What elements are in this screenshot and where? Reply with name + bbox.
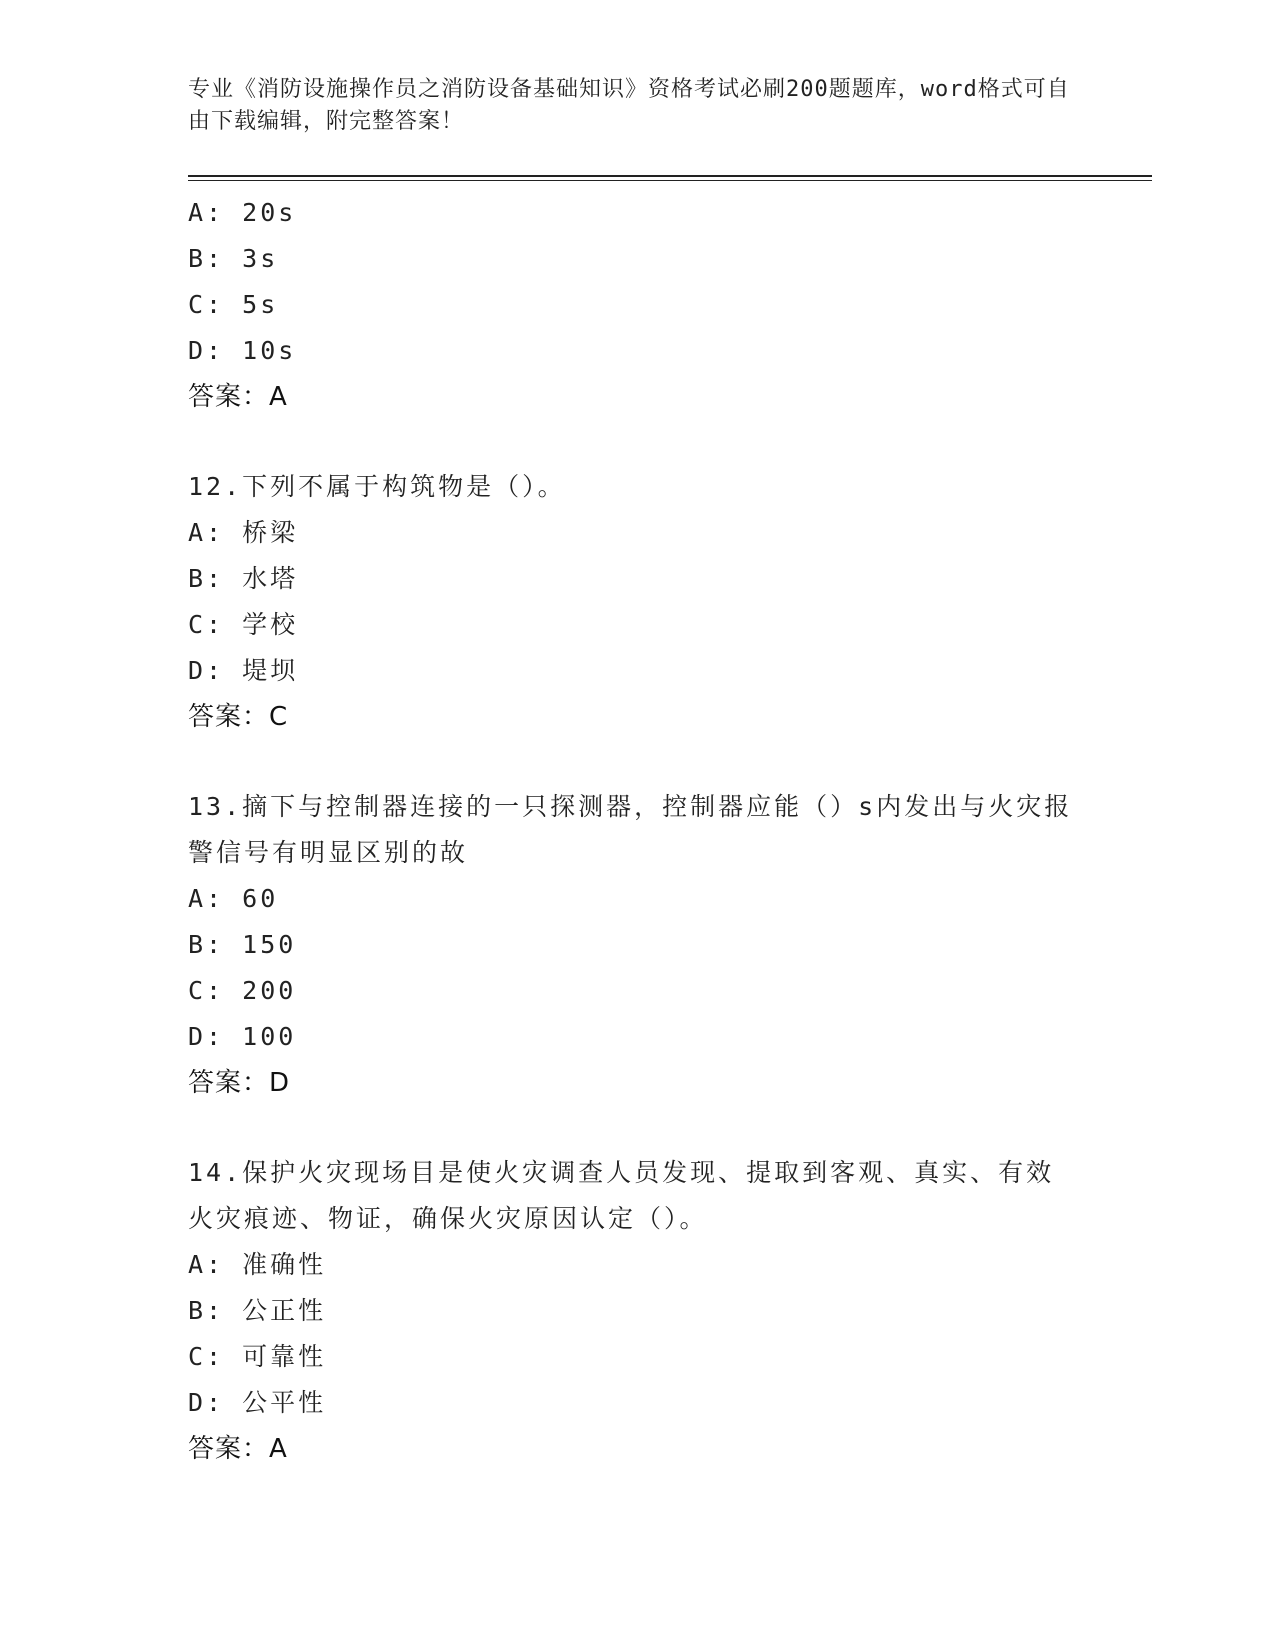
option-c: C: 可靠性 [188, 1342, 327, 1371]
spacer [188, 420, 1088, 464]
spacer [188, 1106, 1088, 1150]
option-a: A: 20s [188, 198, 297, 227]
option-b: B: 水塔 [188, 564, 299, 593]
option-d: D: 堤坝 [188, 656, 299, 685]
option-b: B: 3s [188, 244, 279, 273]
option-b: B: 150 [188, 930, 297, 959]
header-divider-thin [188, 180, 1152, 181]
option-d: D: 10s [188, 336, 297, 365]
document-header: 专业《消防设施操作员之消防设备基础知识》资格考试必刷200题题库，word格式可自由下载编辑，附完整答案！ [188, 77, 1070, 134]
option-c: C: 200 [188, 976, 297, 1005]
option-b: B: 公正性 [188, 1296, 327, 1325]
question-list [188, 190, 1088, 1472]
header-divider [188, 175, 1152, 177]
answer: 答案：D [188, 1068, 291, 1098]
option-d: D: 100 [188, 1022, 297, 1051]
question-14 [188, 1150, 1088, 1472]
option-d: D: 公平性 [188, 1388, 327, 1417]
spacer [188, 740, 1088, 784]
question-13 [188, 784, 1088, 1106]
option-a: A: 准确性 [188, 1250, 327, 1279]
question-stem: 13.摘下与控制器连接的一只探测器，控制器应能（）s内发出与火灾报警信号有明显区别的故 [188, 792, 1073, 867]
option-a: A: 60 [188, 884, 279, 913]
question-stem: 14.保护火灾现场目是使火灾调查人员发现、提取到客观、真实、有效火灾痕迹、物证，确保火灾原因认定（）。 [188, 1158, 1055, 1233]
option-c: C: 5s [188, 290, 279, 319]
answer: 答案：A [188, 1434, 288, 1464]
answer: 答案：C [188, 702, 289, 732]
question-12 [188, 464, 1088, 740]
option-c: C: 学校 [188, 610, 299, 639]
answer: 答案：A [188, 382, 288, 412]
question-11 [188, 190, 1088, 420]
question-stem: 12.下列不属于构筑物是（）。 [188, 472, 566, 501]
option-a: A: 桥梁 [188, 518, 299, 547]
